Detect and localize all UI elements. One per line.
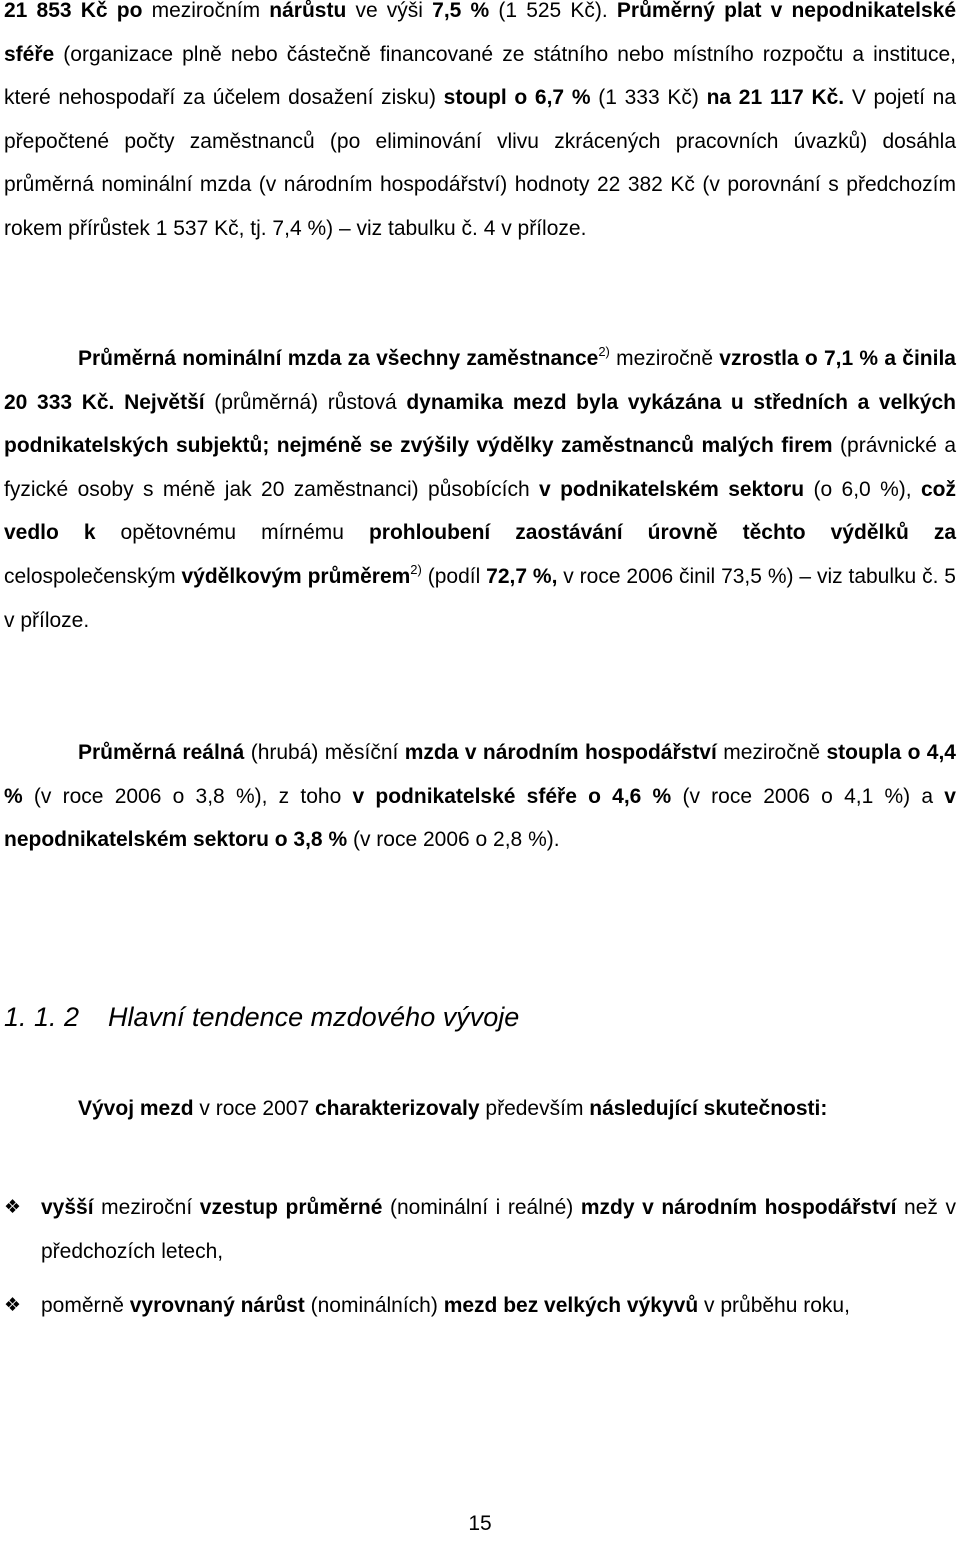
paragraph-real-wage: Průměrná reálná (hrubá) měsíční mzda v národním hospodářství meziročně stoupla o 4,4 % (v roce 2006 o 3,8 %), z toho v podnikatelské sféře o 4,6 % (v roce 2006 o 4,1 %) a v nepodnikatelském sektoru o 3,8 % (v roce 2006 o 2,8 %).: [4, 741, 956, 852]
page-number: 15: [468, 1512, 492, 1535]
paragraph-wage-development: Vývoj mezd v roce 2007 charakterizovaly především následující skutečnosti:: [78, 1097, 828, 1120]
diamond-bullet-icon: ❖: [4, 1294, 22, 1317]
list-item: ❖ vyšší meziroční vzestup průměrné (nominální i reálné) mzdy v národním hospodářství než v předchozích letech,: [4, 1186, 956, 1273]
section-title: Hlavní tendence mzdového vývoje: [108, 1002, 520, 1032]
list-item: ❖ poměrně vyrovnaný nárůst (nominálních) mezd bez velkých výkyvů v průběhu roku,: [4, 1284, 956, 1328]
bullet-list: [4, 1186, 956, 1328]
paragraph-nominal-wage: Průměrná nominální mzda za všechny zaměstnance$^{2)}$ meziročně vzrostla o 7,1 % a činila 20 333 Kč. Největší (průměrná) růstová dynamika mezd byla vykázána u středních a velkých podnikatelských subjektů; nejméně se zvýšily výdělky zaměstnanců malých firem (právnické a fyzické osoby s méně jak 20 zaměstnanci) působících v podnikatelském sektoru (o 6,0 %), což vedlo k opětovnému mírnému prohloubení zaostávání úrovně těchto výdělků za celospolečenským výdělkovým průměrem$^{2)}$ (podíl 72,7 %, v roce 2006 činil 73,5 %) – viz tabulku č. 5 v příloze.: [4, 344, 957, 632]
diamond-bullet-icon: ❖: [4, 1196, 22, 1218]
paragraph-wage-growth: 21 853 Kč po meziročním nárůstu ve výši 7,5 % (1 525 Kč). Průměrný plat v nepodnikatelské sféře (organizace plně nebo částečně financované ze státního nebo místního rozpočtu a instituce, které nehospodaří za účelem dosažení zisku) stoupl o 6,7 % (1 333 Kč) na 21 117 Kč. V pojetí na přepočtené počty zaměstnanců (po eliminování vlivu zkrácených pracovních úvazků) dosáhla průměrná nominální mzda (v národním hospodářství) hodnoty 22 382 Kč (v porovnání s předchozím rokem přírůstek 1 537 Kč, tj. 7,4 %) – viz tabulku č. 4 v příloze.: [4, 0, 957, 240]
section-number: 1. 1. 2: [4, 1002, 80, 1032]
section-heading: [4, 997, 519, 1037]
